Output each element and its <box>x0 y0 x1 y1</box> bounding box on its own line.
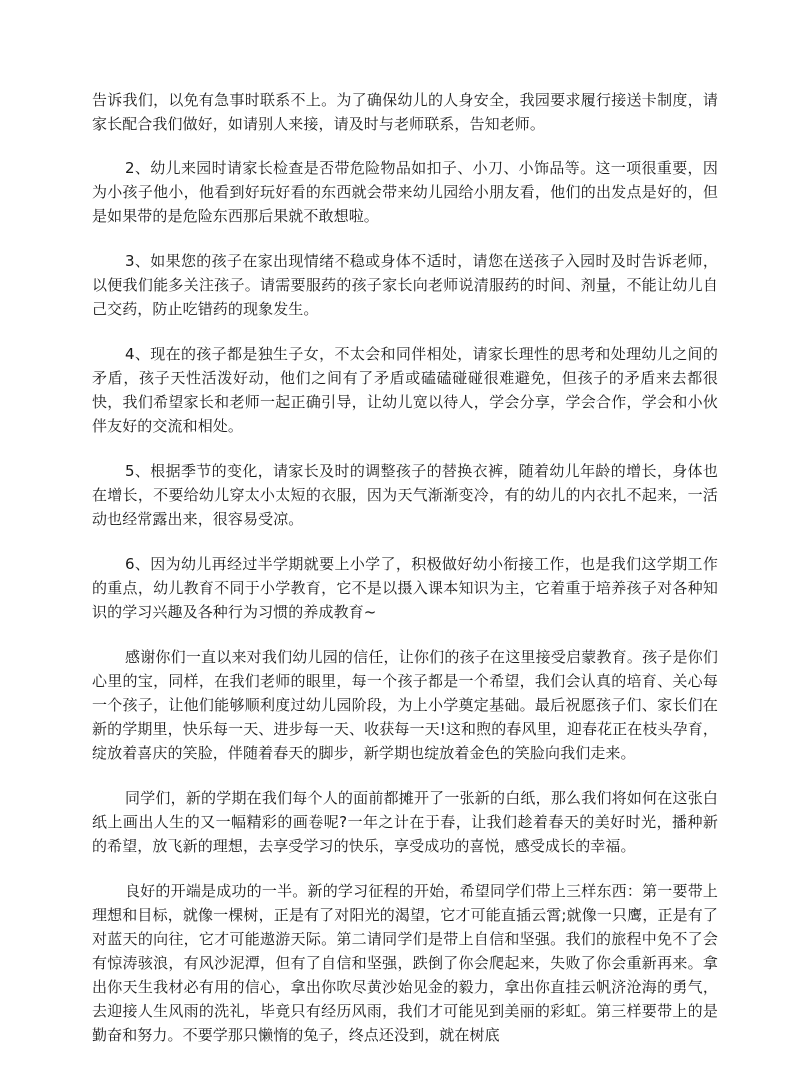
paragraph-item-2: 2、幼儿来园时请家长检查是否带危险物品如扣子、小刀、小饰品等。这一项很重要，因为小孩子他小，他看到好玩好看的东西就会带来幼儿园给小朋友看，他们的出发点是好的，但是如果带的是危险东西那后果就不敢想啦。 <box>92 159 718 225</box>
paragraph-item-6: 6、因为幼儿再经过半学期就要上小学了，积极做好幼小衔接工作，也是我们这学期工作的重点，幼儿教育不同于小学教育，它不是以摄入课本知识为主，它着重于培养孩子对各种知识的学习兴趣及各种行为习惯的养成教育~ <box>92 555 718 621</box>
paragraph-item-5: 5、根据季节的变化，请家长及时的调整孩子的替换衣裤，随着幼儿年龄的增长，身体也在增长，不要给幼儿穿太小太短的衣服，因为天气渐渐变冷，有的幼儿的内衣扎不起来，一活动也经常露出来，很容易受凉。 <box>92 462 718 528</box>
paragraph-item-3: 3、如果您的孩子在家出现情绪不稳或身体不适时，请您在送孩子入园时及时告诉老师，以便我们能多关注孩子。请需要服药的孩子家长向老师说清服药的时间、剂量，不能让幼儿自己交药，防止吃错药的现象发生。 <box>92 252 718 318</box>
document-page <box>92 88 718 1068</box>
paragraph-thanks: 感谢你们一直以来对我们幼儿园的信任，让你们的孩子在这里接受启蒙教育。孩子是你们心里的宝，同样，在我们老师的眼里，每一个孩子都是一个希望，我们会认真的培育、关心每一个孩子，让他们能够顺利度过幼儿园阶段，为上小学奠定基础。最后祝愿孩子们、家长们在新的学期里，快乐每一天、进步每一天、收获每一天!这和煦的春风里，迎春花正在枝头孕育，绽放着喜庆的笑脸，伴随着春天的脚步，新学期也绽放着金色的笑脸向我们走来。 <box>92 648 718 762</box>
paragraph-item-4: 4、现在的孩子都是独生子女，不太会和同伴相处，请家长理性的思考和处理幼儿之间的矛盾，孩子天性活泼好动，他们之间有了矛盾或磕磕碰碰很难避免，但孩子的矛盾来去都很快，我们希望家长和老师一起正确引导，让幼儿宽以待人，学会分享，学会合作，学会和小伙伴友好的交流和相处。 <box>92 345 718 435</box>
paragraph-new-semester: 同学们，新的学期在我们每个人的面前都摊开了一张新的白纸，那么我们将如何在这张白纸上画出人生的又一幅精彩的画卷呢?一年之计在于春，让我们趁着春天的美好时光，播种新的希望，放飞新的理想，去享受学习的快乐，享受成功的喜悦，感受成长的幸福。 <box>92 789 718 855</box>
paragraph-good-start: 良好的开端是成功的一半。新的学习征程的开始，希望同学们带上三样东西：第一要带上理想和目标，就像一棵树，正是有了对阳光的渴望，它才可能直插云霄;就像一只鹰，正是有了对蓝天的向往，它才可能遨游天际。第二请同学们是带上自信和坚强。我们的旅程中免不了会有惊涛骇浪，有风沙泥潭，但有了自信和坚强，跌倒了你会爬起来，失败了你会重新再来。拿出你天生我材必有用的信心，拿出你吹尽黄沙始见金的毅力，拿出你直挂云帆济沧海的勇气，去迎接人生风雨的洗礼，毕竟只有经历风雨，我们才可能见到美丽的彩虹。第三样要带上的是勤奋和努力。不要学那只懒惰的兔子，终点还没到，就在树底 <box>92 882 718 1044</box>
paragraph-continuation: 告诉我们，以免有急事时联系不上。为了确保幼儿的人身安全，我园要求履行接送卡制度，请家长配合我们做好，如请别人来接，请及时与老师联系，告知老师。 <box>92 91 718 133</box>
